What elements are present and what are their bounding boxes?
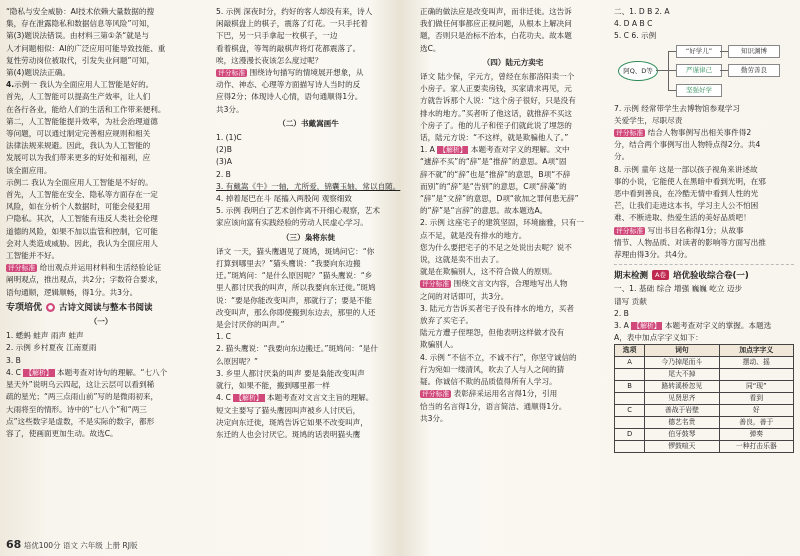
text-line: 工智能并不好。 [6, 251, 60, 261]
text-line: 里人都讨厌我的叫声，所以我要向东迁徙。”斑鸠 [216, 283, 376, 293]
text-line: 看着棋盘，等驾的敲棋声将灯花都震落了。 [216, 43, 361, 53]
text-line: 本题考查对诗句的理解。“七八个 [57, 367, 168, 377]
text-line: 放弃了买宅子。 [420, 316, 474, 326]
text-line: 法律法规来规避。因此，我认为人工智能的 [6, 141, 151, 151]
table-cell: B [615, 381, 645, 393]
section-four-title: （四）陆元方卖宅 [482, 57, 544, 67]
table-row [615, 429, 794, 441]
text-line: 下巴，另一只手拿起一枚棋子，一边 [216, 31, 338, 41]
text-line: 么原因呢？” [216, 356, 258, 366]
footer-text: 培优100分 语文 六年级 上册 RJ版 [23, 541, 138, 550]
page-number: 68 [6, 538, 22, 551]
text-line: 说：“要是你能改变叫声，那就行了；要是不能 [216, 295, 372, 305]
exam-subtitle: 培优验收综合卷(一) [672, 271, 749, 282]
text-line: (3)A [216, 157, 232, 167]
text-line: 芒，让我们走进这本书，学习主人公不怕困 [614, 201, 759, 211]
table-header: 选项 [615, 345, 645, 357]
scoring-tag: 评分标准 [422, 390, 450, 399]
table-cell: 看到 [719, 393, 793, 405]
text-line: “遽辞不买”的“辞”是“推辞”的意思。A项“固 [420, 157, 567, 167]
analysis-tag: 【解析】 [439, 146, 467, 155]
scoring-tag: 评分标准 [218, 69, 246, 78]
text-line: 恰当的名言得1分，语言简洁、通顺得1分。 [420, 401, 567, 411]
table-cell [615, 441, 645, 453]
text-line: 围绕诗句描写的情境展开想象，从 [249, 68, 364, 78]
text-line: 3. 乡里人都讨厌枭的叫声 要是枭能改变叫声 [216, 368, 365, 378]
text-line: 欺骗别人。 [420, 340, 458, 350]
table-cell [719, 369, 793, 381]
table-cell: C [615, 405, 645, 417]
scoring-tag: 评分标准 [8, 264, 36, 273]
text-line: 方就告诉那个人说：“这个房子很好，只是没有 [420, 96, 576, 106]
text-line: 题，否则只是治标不治本，白花功夫。故本题 [420, 31, 572, 41]
text-line: 本题考查对文言文主旨的理解。 [267, 393, 374, 403]
text-line: 情节、人物品质、对读者的影响等方面写出推 [614, 237, 766, 247]
text-line: 分，结合两个事例写出人物特点得2分。共4 [614, 140, 761, 150]
q5-answer [216, 6, 401, 67]
text-line: “辞”是“文辞”的意思，D项“欲加之罪何患无辞” [420, 194, 579, 204]
text-line: 表彰辞采运用名言得1分，引用 [453, 389, 558, 399]
table-cell: 锣鼓喧天 [645, 441, 719, 453]
exam-header [614, 264, 794, 282]
diagram-center: 阿Q、D等 [618, 61, 658, 81]
section-two-answers [216, 132, 401, 181]
text-line: 正确的做法应是改变叫声，而非迁徙。这告诉 [420, 7, 572, 16]
row-3: 5. C 6. 示例 [614, 31, 657, 41]
answer-4-phrases: 4. 掉着尾巴在斗 尾搐入两股间 观察细致 [216, 194, 352, 204]
table-row [615, 405, 794, 417]
text-line: 打算到哪里去？”猫头鹰说：“我要向东边搬 [216, 259, 361, 269]
text-line: 译文 陆少保，字元方，曾经在东都洛阳卖一个 [420, 72, 575, 82]
answer-3-sentence: 3. 有戴嵩《牛》一轴，尤所爱，锦囊玉轴，常以自随。 [216, 181, 401, 191]
exam-answer-2: 2. B [614, 308, 629, 318]
text-line: 共3分。 [420, 413, 448, 423]
b-answer-1: 1. C [216, 332, 231, 342]
text-line: 就行，如果不能，搬到哪里都一样 [216, 381, 330, 391]
text-line: 给出观点并运用材料和生活经验论证 [39, 263, 162, 273]
answer-4 [420, 352, 606, 389]
text-line: 辞不就”的“辞”也是“推辞”的意思，B项“不辞 [420, 169, 571, 179]
answer-1: 1. 蟋蚂 蛙声 雨声 蛙声 [6, 331, 84, 341]
text-line: 围绕文言文内容，合理地写出人物 [453, 279, 568, 289]
text-line: 等问题，可以通过制定完善相应规则和相关 [6, 129, 151, 139]
text-line: 户隐私。其次，人工智能有违反人类社会伦理 [6, 214, 158, 224]
text-line: 结合人物事例写出相关事件得2 [647, 128, 752, 138]
table-cell: 尾大不掉 [645, 369, 719, 381]
table-cell: 同“现” [719, 381, 793, 393]
table-cell [615, 393, 645, 405]
text-line: A，表中加点字字义如下： [614, 333, 703, 343]
badge-icon: ● [47, 304, 54, 312]
character-diagram [614, 45, 794, 101]
text-line: 道德的风险，如果不加以监管和控制，它可能 [6, 226, 158, 236]
text-line: 决定向东迁徙，斑鸠告诉它如果不改变叫声， [216, 417, 368, 427]
text-line: 排水的地方。”买者听了他这话，就推辞不买这 [420, 108, 573, 118]
exam-answer-3: 3. A 【解析】 本题考查对字义的掌握。本题选 A，表中加点字字义如下： [614, 320, 794, 344]
table-cell: 摆动、摇 [719, 357, 793, 369]
text-line: 说，这就是卖不出去了。 [420, 255, 504, 265]
text-line: 第(3)题说法错误。由材料三第①条“就是与 [6, 31, 149, 41]
text-line: 语句通顺，逻辑顺畅，得1分。共3分。 [6, 287, 138, 297]
text-line: 星天外”说明乌云四起，这让云层可以看到稀 [6, 380, 155, 390]
continued-text [420, 6, 606, 55]
row-1: 二、1. D B 2. A [614, 7, 670, 16]
answer-3: 3. B [6, 355, 21, 365]
section-two-title: （二）书戴嵩画牛 [278, 118, 339, 128]
text-line: 该全面应用。 [6, 165, 52, 175]
page-footer [6, 538, 137, 551]
col1-intro [6, 6, 196, 79]
answer-1: 1. A 【解析】 本题考查对字义的理解。文中 “遽辞不买”的“辞”是“推辞”的意思。A项“固 辞不就”的“辞”也是“推辞”的意思，B项“不辞 而别”的“辞”是“告别”的意思，C项“辞藻”的 “辞”是“文辞”的意思，D项“欲加之罪何患无辞” 的“辞”是“言辞”的意思。故本题选A。 [420, 144, 606, 217]
text-line: 事的小说，它能使人在黑暗中看到光明，在邪 [614, 176, 766, 186]
text-line: 大雨将至的情形。诗中的“七八个”和“两三 [6, 404, 147, 414]
b-answer-4: 4. C 【解析】 本题考查对文言文主旨的理解。 短文主要写了猫头鹰因叫声被乡人讨厌后， 决定向东迁徙，斑鸠告诉它如果不改变叫声， 东迁的人也会讨厌它。斑鸠的话表明猫头鹰 [216, 392, 401, 441]
exam-tag: A卷 [652, 270, 669, 280]
text-line: 选C。 [420, 43, 441, 53]
text-line: 是会讨厌你的叫声。” [216, 320, 285, 330]
analysis-tag: 【解析】 [25, 368, 53, 377]
text-line: 谱写 贡献 [614, 296, 647, 306]
text-line: 您为什么要把宅子的不足之处说出去呢？说不 [420, 242, 572, 252]
text-line: 2. 示例 这座宅子的建筑坚固，环境幽雅，只有一 [420, 218, 584, 228]
text-line: 荐理由得3分。共4分。 [614, 250, 693, 260]
table-cell: D [615, 429, 645, 441]
text-line: 译文 一天，猫头鹰遇见了斑鸠，斑鸠问它：“你 [216, 246, 375, 256]
text-line: 发展可以为我们带来更多的好处和福利，应 [6, 153, 151, 163]
table-header: 词句 [645, 345, 719, 357]
text-line: 写出书目名称得1分；从故事 [647, 225, 744, 235]
text-line: 一、1. 基础 综合 增强 巍巍 屹立 迈步 [614, 284, 743, 294]
text-line: 2. 猫头鹰说：“我要向东边搬迁。”斑鸠问：“是什 [216, 344, 378, 354]
text-line: 5. 示例 深夜时分，约好的客人却没有来，诗人 [216, 7, 373, 16]
text-line: 闲敲棋盘上的棋子，震落了灯花。一只手托着 [216, 19, 368, 29]
table-row [615, 441, 794, 453]
scoring-criteria [6, 262, 196, 299]
section-three-title: （三）枭将东徙 [281, 232, 336, 242]
scoring-tag: 评分标准 [616, 226, 644, 235]
text-line: 首先，人工智能在安全、隐私等方面存在一定 [6, 190, 158, 200]
text-line: 7. 示例 经常带学生去博物馆参观学习 [614, 103, 740, 113]
text-line: 的“辞”是“言辞”的意思。故本题选A。 [420, 206, 548, 216]
text-line: 8. 示例 童年 这是一部以孩子视角来讲述故 [614, 164, 758, 174]
row-2: 4. D A B C [614, 19, 653, 29]
scoring-criteria [420, 278, 606, 302]
text-line: 2. B [216, 169, 231, 179]
table-cell: 善战于岩壁 [645, 405, 719, 417]
text-line: 个房子了。他的儿子和侄子们就此说了埋怨的 [420, 120, 572, 130]
text-line: 唉，这漫漫长夜该怎么度过呢？ [216, 55, 323, 65]
special-subtitle: 古诗文阅读与整本书阅读 [59, 302, 153, 313]
special-section-header [6, 302, 196, 314]
text-line: 会对人类造成威胁。因此，我认为全面应用人 [6, 238, 158, 248]
text-line: 疑。你诚信不欺的品质值得所有人学习。 [420, 377, 557, 387]
table-cell: 弹奏 [719, 429, 793, 441]
analysis-tag: 【解析】 [633, 322, 661, 331]
table-cell: 今乃掉尾而斗 [645, 357, 719, 369]
text-line: 1. (1)C [216, 133, 242, 143]
table-cell: 见贤思齐 [645, 393, 719, 405]
q4-answer: 4.示例一 我认为全面应用人工智能是好的。 首先，人工智能可以提高生产效率，让人们 在各行各业，能给人们的生活和工作带来便利。 第二，人工智能能提升效率，为社会治理道德 等问题，可以通过制定完善相应规则和相关 法律法规来规避。因此，我认为人工智能的 发展可以为我们带来更多的好处和福利，应 该全面应用。 示例二 我认为全面应用人工智能是不好的。 首先，人工智能在安全、隐私等方面存在一定 风险，如在分析个人数据时，可能会侵犯用 户隐私。其次，人工智能有违反人类社会伦理 道德的风险，如果不加以监管和控制，它可能 会对人类造成威胁。因此，我认为全面应用人 工智能并不好。 [6, 79, 196, 262]
exam-title: 期末检测 [614, 271, 649, 282]
diagram-box-3: 严谨律己 [676, 64, 722, 77]
text-line: 共3分。 [216, 104, 244, 114]
diagram-box-2: 知识渊博 [728, 45, 780, 58]
text-line: 3. 陆元方告诉买者宅子没有排水的地方，买者 [420, 303, 574, 313]
diagram-box-1: “好学儿” [676, 45, 722, 58]
table-cell: 好 [719, 405, 793, 417]
text-line: 人才问题相似：AI的广泛应用可能导致技能、重 [6, 43, 166, 53]
text-line: 示例一 我认为全面应用人工智能是好的。 [14, 80, 154, 90]
table-header: 加点字字义 [719, 345, 793, 357]
table-cell: A [615, 357, 645, 369]
special-title: 专项培优 [6, 302, 43, 313]
answer-2 [420, 217, 606, 278]
text-line: 之间的对话即可，共3分。 [420, 291, 509, 301]
text-line: 复性劳动岗位被取代，引发失业问题”可知， [6, 55, 155, 65]
table-cell [615, 417, 645, 429]
text-line: (2)B [216, 145, 232, 155]
translation [420, 71, 606, 144]
table-cell [615, 369, 645, 381]
text-line: 迁。”斑鸠问：“是什么原因呢？”猫头鹰说：“乡 [216, 271, 373, 281]
table-row [615, 381, 794, 393]
scoring-criteria [614, 127, 794, 164]
scoring-tag: 评分标准 [616, 129, 644, 138]
answer-5 [216, 205, 401, 229]
text-line: 疏的星光；“两三点雨山前”写的是微雨初来， [6, 392, 159, 402]
text-line: 第(4)题说法正确。 [6, 68, 70, 78]
column-2 [216, 6, 401, 550]
text-line: 在各行各业，能给人们的生活和工作带来便利。 [6, 104, 166, 114]
column-1 [6, 6, 196, 550]
text-line: 我们做任何事都应正视问题，从根本上解决问 [420, 19, 572, 29]
column-4 [614, 6, 794, 550]
text-line: 阐明观点，推出观点，共2分；字数符合要求， [6, 275, 163, 285]
column-3 [420, 6, 606, 550]
table-cell: 一种打击乐器 [719, 441, 793, 453]
text-line: “隐私与安全威胁：AI技术依赖大量数据的搜 [6, 7, 155, 16]
answer-3 [420, 303, 606, 352]
scoring-tag: 评分标准 [422, 280, 450, 289]
text-line: 关爱学生，尽职尽责 [614, 115, 683, 125]
text-line: 首先，人工智能可以提高生产效率，让人们 [6, 92, 151, 102]
text-line: 短文主要写了猫头鹰因叫声被乡人讨厌后， [216, 405, 361, 415]
section-one-title: （一） [89, 317, 113, 327]
text-line: 集，存在泄露隐私和数据信息等风险”可知， [6, 19, 155, 29]
text-line: 而别”的“辞”是“告别”的意思，C项“辞藻”的 [420, 181, 567, 191]
text-line: 难、不断进取、热爱生活的美好品质吧！ [614, 213, 751, 223]
table-row [615, 417, 794, 429]
text-line: 分。 [614, 152, 630, 162]
text-line: 5. 示例 我明白了艺术创作离不开细心观察，艺术 [216, 206, 380, 216]
text-line: 示例二 我认为全面应用人工智能是不好的。 [6, 177, 153, 187]
scoring-criteria [216, 67, 401, 116]
scoring-criteria-2 [614, 225, 794, 262]
text-line: 行为宛如一缕清风，吹去了人与人之间的猜 [420, 364, 565, 374]
text-line: 本题考查对字义的掌握。本题选 [664, 321, 772, 331]
text-line: 风险，如在分析个人数据时，可能会侵犯用 [6, 202, 151, 212]
answer-8 [614, 164, 794, 225]
text-line: 家应该向富有实践经验的劳动人民虚心学习。 [216, 218, 368, 228]
scoring-criteria-2 [420, 388, 606, 425]
text-line: 容了，使画面更加生动。故选C。 [6, 428, 118, 438]
exam-answer-1 [614, 283, 794, 307]
table-row [615, 393, 794, 405]
text-line: 第二，人工智能能提升效率，为社会治理道德 [6, 116, 158, 126]
text-line: 应得2分；体现诗人心情，语句通顺得1分。 [216, 92, 363, 102]
table-cell: 伯牙鼓琴 [645, 429, 719, 441]
text-line: 就是在欺骗别人，这不符合做人的原则。 [420, 267, 557, 277]
translation [216, 246, 401, 331]
diagram-box-5: 坚强好学 [676, 84, 722, 97]
text-line: 本题考查对字义的理解。文中 [470, 145, 570, 155]
character-meaning-table [614, 344, 794, 453]
table-cell: 德艺名贵 [645, 417, 719, 429]
diagram-box-4: 勤劳善良 [728, 64, 780, 77]
answer-2: 2. 示例 乡村夏夜 江南夏雨 [6, 343, 97, 353]
analysis-tag: 【解析】 [235, 394, 263, 403]
table-cell: 善良，善于 [719, 417, 793, 429]
answer-4: 4. C 【解析】 本题考查对诗句的理解。“七八个 星天外”说明乌云四起，这让云层可以看到稀 疏的星光；“两三点雨山前”写的是微雨初来， 大雨将至的情形。诗中的“七八个”和“两三 点”这些数字是虚数，不是实际的数字，都形 容了，使画面更加生动。故选C。 [6, 367, 196, 440]
text-line: 恶中看到善良，在冷酷无情中看到人性的光 [614, 189, 759, 199]
text-line: 陆元方遭子侄埋怨，但他表明这样做才没有 [420, 328, 565, 338]
text-line: 动作、神态、心理等方面描写诗人当时的反 [216, 80, 361, 90]
b-answer-3 [216, 368, 401, 392]
text-line: 东迁的人也会讨厌它。斑鸠的话表明猫头鹰 [216, 429, 361, 439]
table-cell: 路转溪桥忽见 [645, 381, 719, 393]
text-line: 4. 示例 “不信不立，不诚不行”，你坚守诚信的 [420, 352, 577, 362]
table-row [615, 369, 794, 381]
text-line: 小房子。家人正要卖房钱，买家请求再见，元 [420, 84, 572, 94]
text-line: 改变叫声，那么你即使搬到东边去，那里的人还 [216, 307, 376, 317]
text-line: 点”这些数字是虚数，不是实际的数字，都形 [6, 416, 155, 426]
text-line: 点不足，就是没有排水的地方。 [420, 230, 527, 240]
answer-7 [614, 103, 794, 127]
text-line: 话，陆元方说：“不这样，就是欺骗他人了。” [420, 133, 569, 143]
b-answer-2 [216, 343, 401, 367]
table-row [615, 357, 794, 369]
